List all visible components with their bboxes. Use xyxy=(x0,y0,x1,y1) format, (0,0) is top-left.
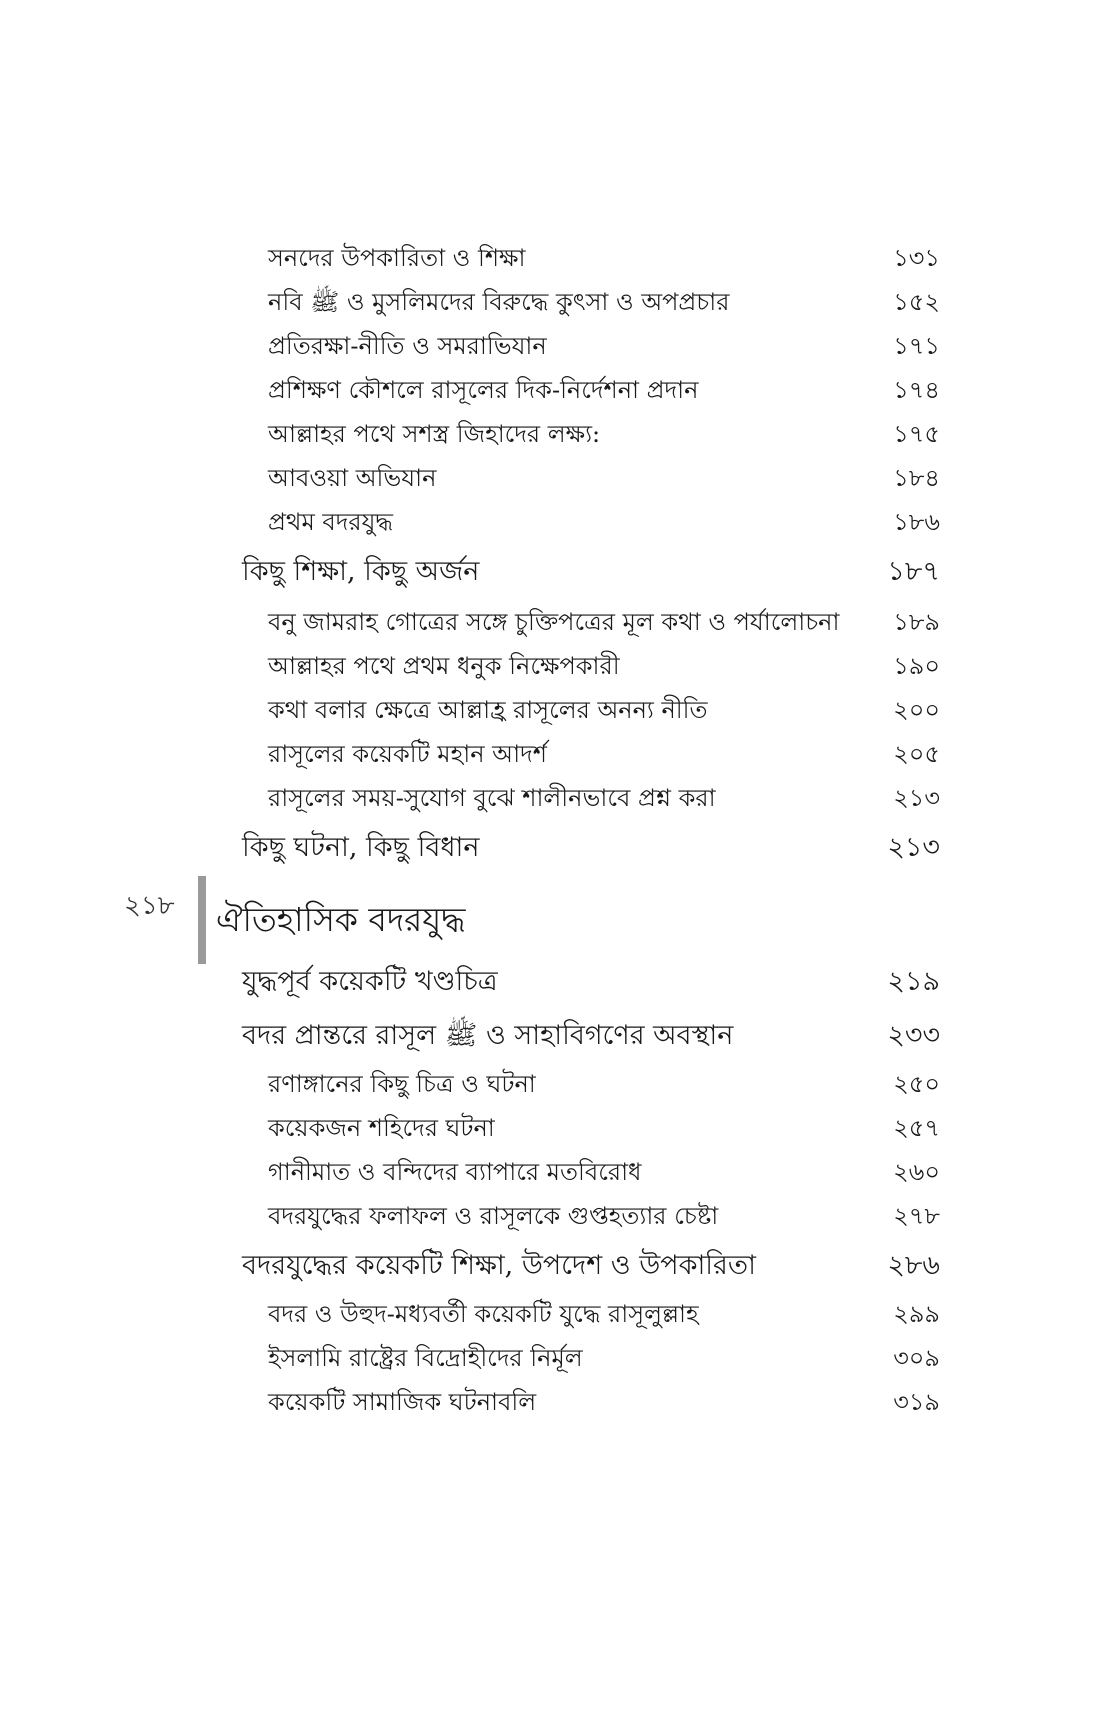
toc-entry-title: গানীমাত ও বন্দিদের ব্যাপারে মতবিরোধ xyxy=(268,1158,642,1186)
toc-entry-page: ২০০ xyxy=(893,696,940,724)
toc-entry xyxy=(0,1106,1120,1150)
toc-entry-page: ১৭১ xyxy=(893,332,940,360)
section-heading: ঐতিহাসিক বদরযুদ্ধ xyxy=(216,900,466,939)
toc-entry-page: ১৫২ xyxy=(893,288,940,316)
toc-entry-title: আল্লাহর পথে প্রথম ধনুক নিক্ষেপকারী xyxy=(268,652,620,680)
toc-chapter-title: কিছু ঘটনা, কিছু বিধান xyxy=(242,832,480,863)
toc-entry-page: ১৯০ xyxy=(893,652,940,680)
toc-entry-page: ১৮৬ xyxy=(893,508,940,536)
toc-chapter-page: ২১৯ xyxy=(887,966,940,997)
toc-entry-title: ইসলামি রাষ্ট্রের বিদ্রোহীদের নির্মূল xyxy=(268,1344,583,1372)
section-page-number: ২১৮ xyxy=(124,891,175,921)
toc-chapter-title: বদরযুদ্ধের কয়েকটি শিক্ষা, উপদেশ ও উপকারিতা xyxy=(242,1250,756,1281)
toc-entry-page: ৩১৯ xyxy=(893,1388,940,1416)
toc-chapter-title: বদর প্রান্তরে রাসূল ﷺ ও সাহাবিগণের অবস্থান xyxy=(242,1020,734,1051)
toc-entry-title: কয়েকজন শহিদের ঘটনা xyxy=(268,1114,495,1142)
toc-chapter-page: ২১৩ xyxy=(887,832,940,863)
toc-chapter-page: ২৩৩ xyxy=(887,1020,940,1051)
toc-chapter xyxy=(0,960,1120,1004)
toc-entry-title: রাসূলের সময়-সুযোগ বুঝে শালীনভাবে প্রশ্ন করা xyxy=(268,784,716,812)
toc-entry xyxy=(0,600,1120,644)
toc-entry-page: ১৮৯ xyxy=(893,608,940,636)
toc-entry xyxy=(0,280,1120,324)
toc-entry xyxy=(0,368,1120,412)
toc-entry-page: ২৭৮ xyxy=(893,1202,940,1230)
toc-entry xyxy=(0,776,1120,820)
toc-entry-title: কথা বলার ক্ষেত্রে আল্লাহ্র রাসূলের অনন্য নীতি xyxy=(268,696,708,724)
toc-entry xyxy=(0,1150,1120,1194)
toc-entry-title: কয়েকটি সামাজিক ঘটনাবলি xyxy=(268,1388,537,1416)
toc-entry-page: ১৮৪ xyxy=(893,464,940,492)
toc-chapter-title: কিছু শিক্ষা, কিছু অর্জন xyxy=(242,556,480,587)
toc-entry-title: নবি ﷺ ও মুসলিমদের বিরুদ্ধে কুৎসা ও অপপ্রচার xyxy=(268,288,730,316)
toc-entry xyxy=(0,1336,1120,1380)
toc-entry-title: আল্লাহর পথে সশস্ত্র জিহাদের লক্ষ্য: xyxy=(268,420,601,448)
toc-chapter-page: ২৮৬ xyxy=(887,1250,940,1281)
toc-entry xyxy=(0,688,1120,732)
toc-entry xyxy=(0,732,1120,776)
toc-entry-title: প্রথম বদরযুদ্ধ xyxy=(268,508,394,536)
toc-entry-page: ২১৩ xyxy=(893,784,940,812)
toc-entry-page: ২৫৭ xyxy=(893,1114,940,1142)
toc-entry xyxy=(0,1292,1120,1336)
toc-chapter xyxy=(0,826,1120,870)
toc-entry-page: ২৫০ xyxy=(893,1070,940,1098)
toc-entry xyxy=(0,412,1120,456)
toc-entry-page: ২৬০ xyxy=(893,1158,940,1186)
toc-entry xyxy=(0,1194,1120,1238)
toc-entry-title: বদর ও উহুদ-মধ্যবর্তী কয়েকটি যুদ্ধে রাসূলুল্লাহ xyxy=(268,1300,699,1328)
toc-entry-title: প্রতিরক্ষা-নীতি ও সমরাভিযান xyxy=(268,332,547,360)
toc-entry-page: ৩০৯ xyxy=(893,1344,940,1372)
toc-entry xyxy=(0,456,1120,500)
toc-entry xyxy=(0,1062,1120,1106)
toc-entry-title: রণাঙ্গানের কিছু চিত্র ও ঘটনা xyxy=(268,1070,536,1098)
toc-entry-page: ২০৫ xyxy=(893,740,940,768)
toc-entry xyxy=(0,236,1120,280)
toc-chapter xyxy=(0,1244,1120,1288)
toc-entry-title: আবওয়া অভিযান xyxy=(268,464,437,492)
toc-entry xyxy=(0,500,1120,544)
toc-chapter xyxy=(0,1014,1120,1058)
toc-entry-title: রাসূলের কয়েকটি মহান আদর্শ xyxy=(268,740,547,768)
toc-entry xyxy=(0,324,1120,368)
toc-chapter-page: ১৮৭ xyxy=(887,556,940,587)
toc-entry-title: সনদের উপকারিতা ও শিক্ষা xyxy=(268,244,526,272)
toc-chapter-title: যুদ্ধপূর্ব কয়েকটি খণ্ডচিত্র xyxy=(242,966,498,997)
toc-entry-page: ১৭৫ xyxy=(893,420,940,448)
section-divider-bar xyxy=(198,876,206,964)
toc-entry-title: বদরযুদ্ধের ফলাফল ও রাসূলকে গুপ্তহত্যার চেষ্টা xyxy=(268,1202,719,1230)
toc-entry-title: প্রশিক্ষণ কৌশলে রাসূলের দিক-নির্দেশনা প্রদান xyxy=(268,376,699,404)
toc-entry-page: ১৭৪ xyxy=(893,376,940,404)
toc-entry-page: ১৩১ xyxy=(893,244,940,272)
toc-entry-page: ২৯৯ xyxy=(893,1300,940,1328)
toc-entry xyxy=(0,644,1120,688)
toc-chapter xyxy=(0,550,1120,594)
toc-entry xyxy=(0,1380,1120,1424)
toc-entry-title: বনু জামরাহ গোত্রের সঙ্গে চুক্তিপত্রের মূল কথা ও পর্যালোচনা xyxy=(268,608,840,636)
